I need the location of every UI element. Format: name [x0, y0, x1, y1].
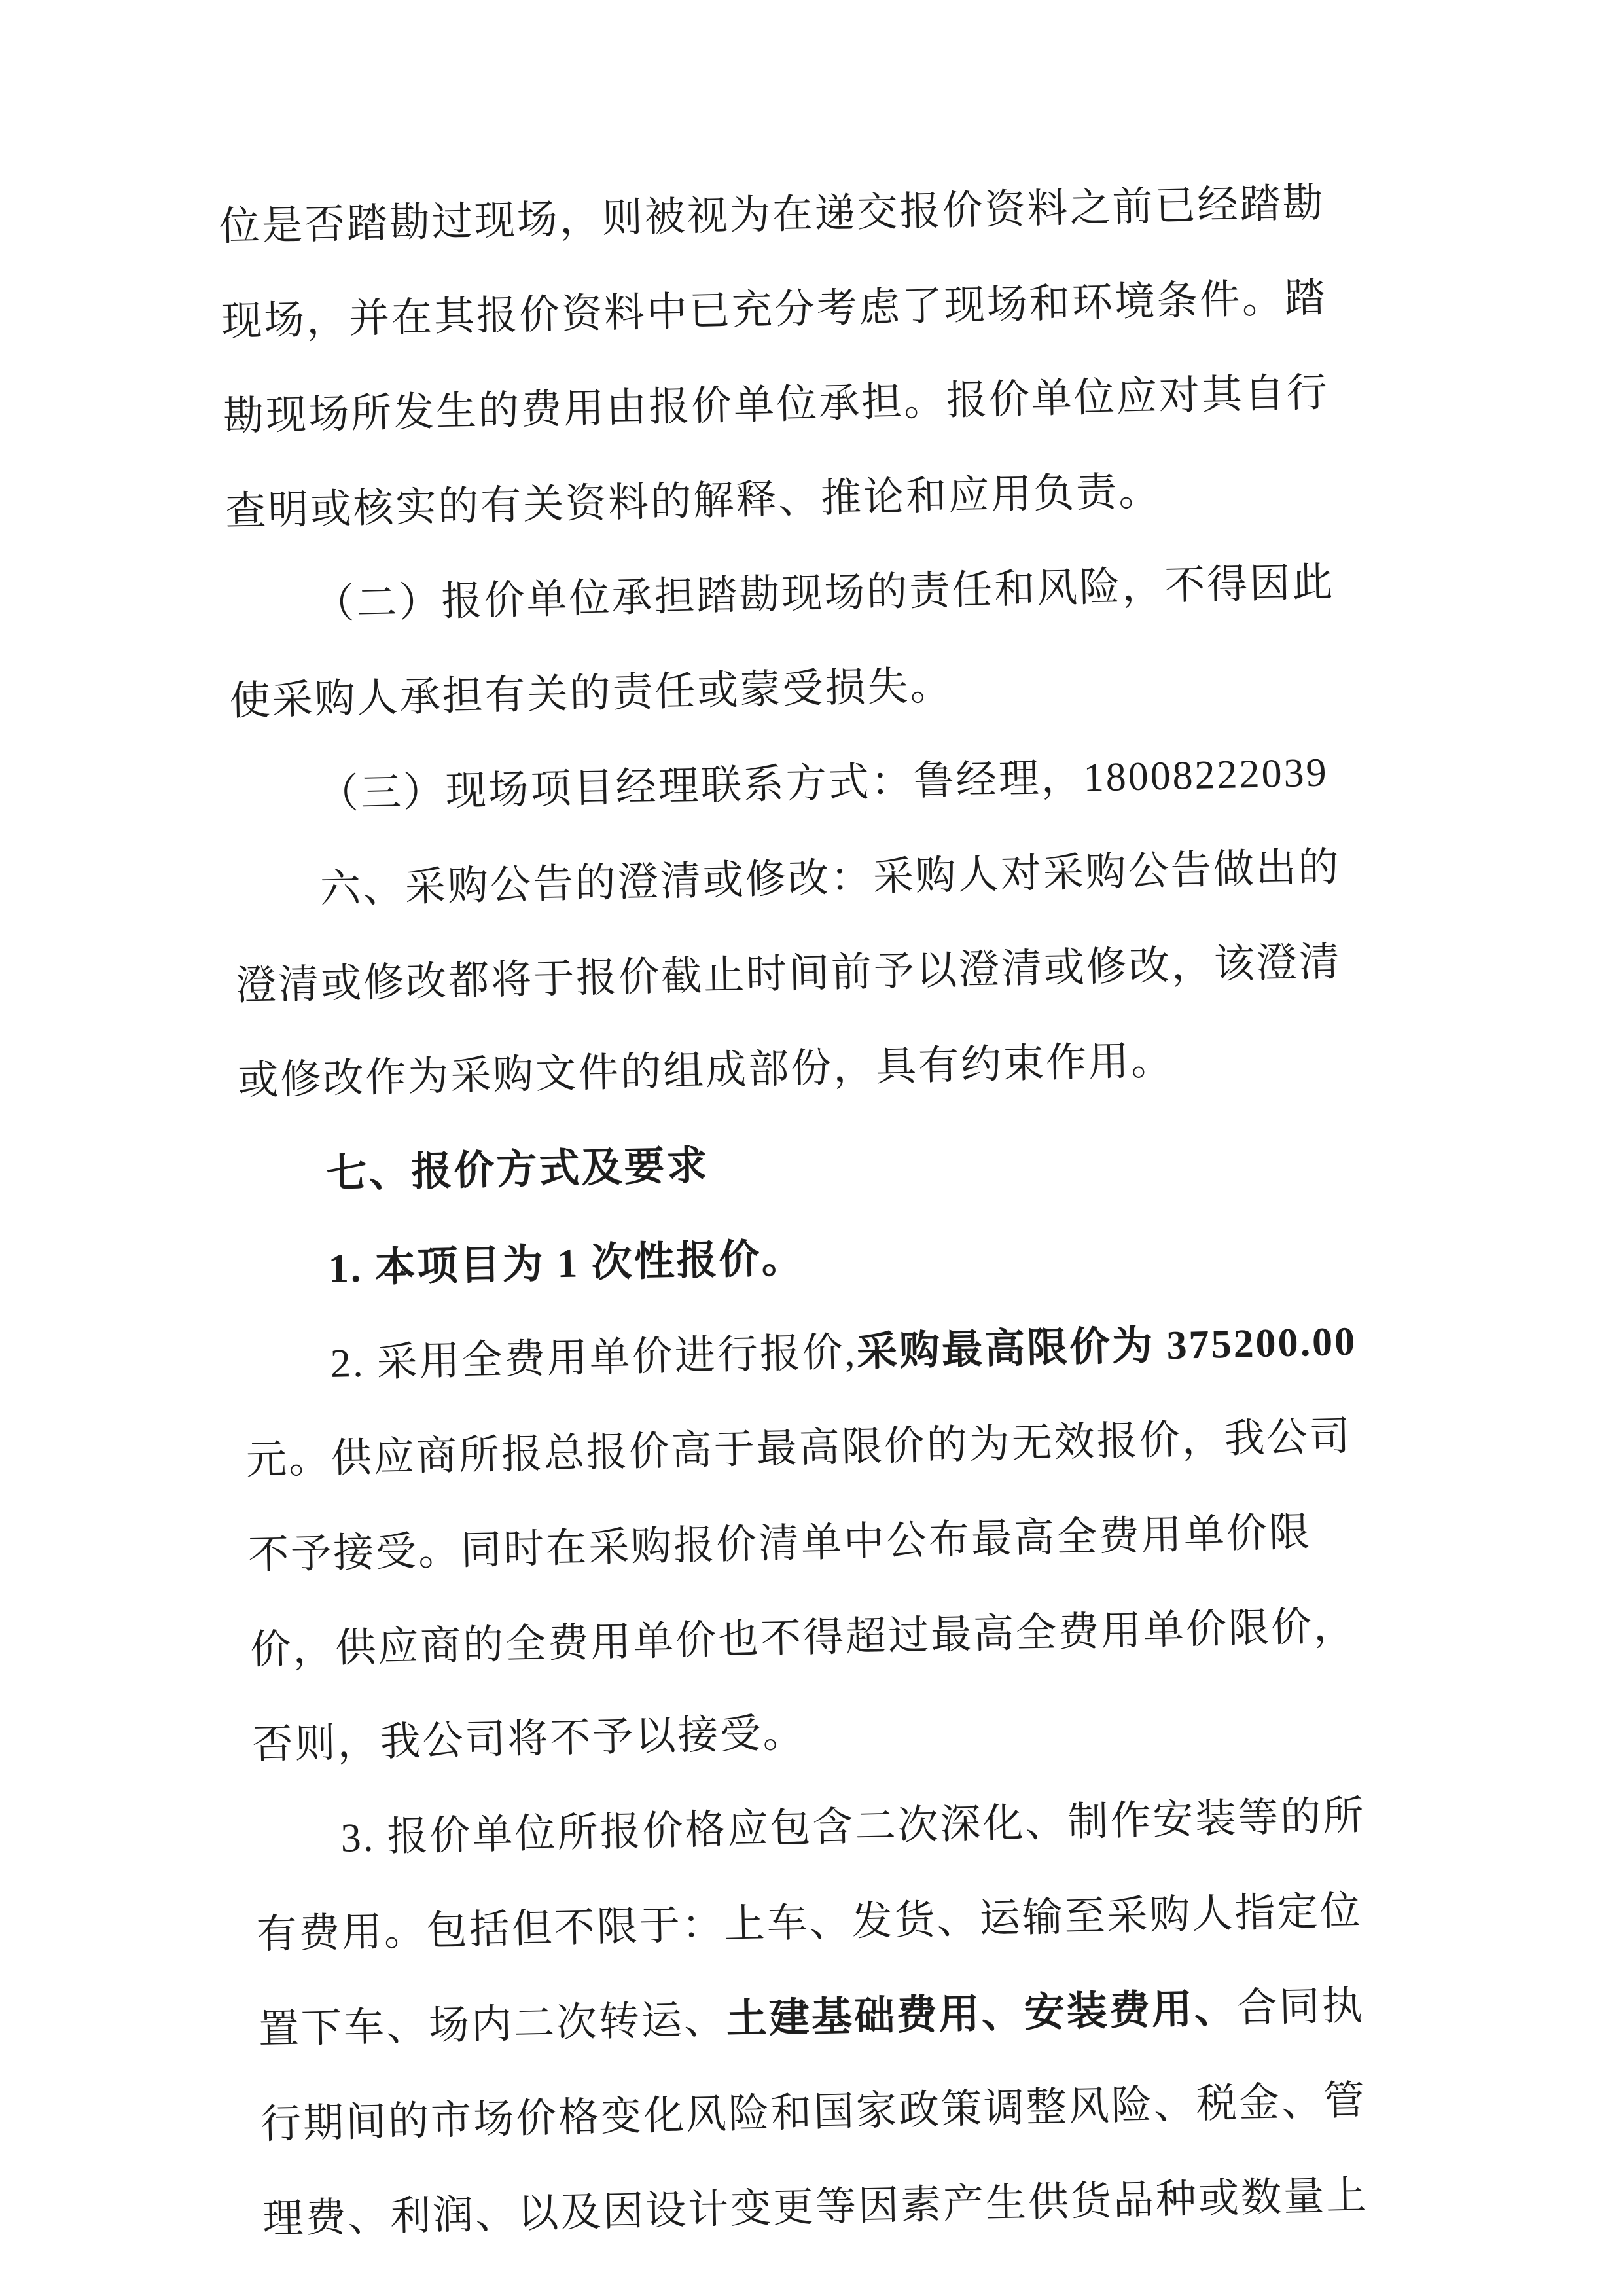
text-segment: 不予接受。同时在采购报价清单中公布最高全费用单价限	[247, 1510, 1312, 1578]
text-segment: （二）报价单位承担踏勘现场的责任和风险，不得因此	[313, 560, 1335, 628]
text-segment: （三）现场项目经理联系方式：鲁经理，18008222039	[317, 750, 1329, 817]
text-segment: 否则，我公司将不予以接受。	[251, 1711, 806, 1768]
text-segment: 合同执	[1236, 1983, 1365, 2031]
text-segment: 2. 采用全费用单价进行报价,	[330, 1330, 857, 1386]
text-segment: 理费、利润、以及因设计变更等因素产生供货品种或数量上	[262, 2173, 1369, 2242]
text-segment: 六、采购公告的澄清或修改：采购人对采购公告做出的	[319, 845, 1342, 912]
text-block	[218, 156, 1392, 2268]
text-segment: 行期间的市场价格变化风险和国家政策调整风险、税金、管	[260, 2078, 1367, 2147]
text-segment: 澄清或修改都将于报价截止时间前予以澄清或修改，该澄清	[235, 940, 1342, 1009]
text-segment: 现场，并在其报价资料中已充分考虑了现场和环境条件。踏	[221, 276, 1328, 345]
text-segment: 或修改作为采购文件的组成部份，具有约束作用。	[237, 1038, 1174, 1103]
text-segment: 七、报价方式及要求	[325, 1143, 710, 1196]
text-segment: 土建基础费用、安装费用、	[726, 1986, 1238, 2042]
text-segment: 置下车、场内二次转运、	[258, 1997, 727, 2053]
text-segment: 查明或核实的有关资料的解释、推论和应用负责。	[224, 469, 1162, 535]
text-segment: 位是否踏勘过现场，则被视为在递交报价资料之前已经踏勘	[219, 181, 1326, 250]
text-segment: 采购最高限价为 375200.00	[856, 1319, 1357, 1375]
text-segment: 使采购人承担有关的责任或蒙受损失。	[229, 663, 954, 724]
text-segment: 有费用。包括但不限于：上车、发货、运输至采购人指定位	[256, 1888, 1363, 1958]
text-segment: 元。供应商所报总报价高于最高限价的为无效报价，我公司	[245, 1414, 1353, 1483]
text-segment: 价，供应商的全费用单价也不得超过最高全费用单价限价，	[249, 1604, 1357, 1673]
text-segment: 勘现场所发生的费用由报价单位承担。报价单位应对其自行	[223, 370, 1330, 440]
text-segment: 1. 本项目为 1 次性报价。	[328, 1236, 805, 1291]
text-segment: 3. 报价单位所报价格应包含二次深化、制作安装等的所	[340, 1793, 1366, 1861]
